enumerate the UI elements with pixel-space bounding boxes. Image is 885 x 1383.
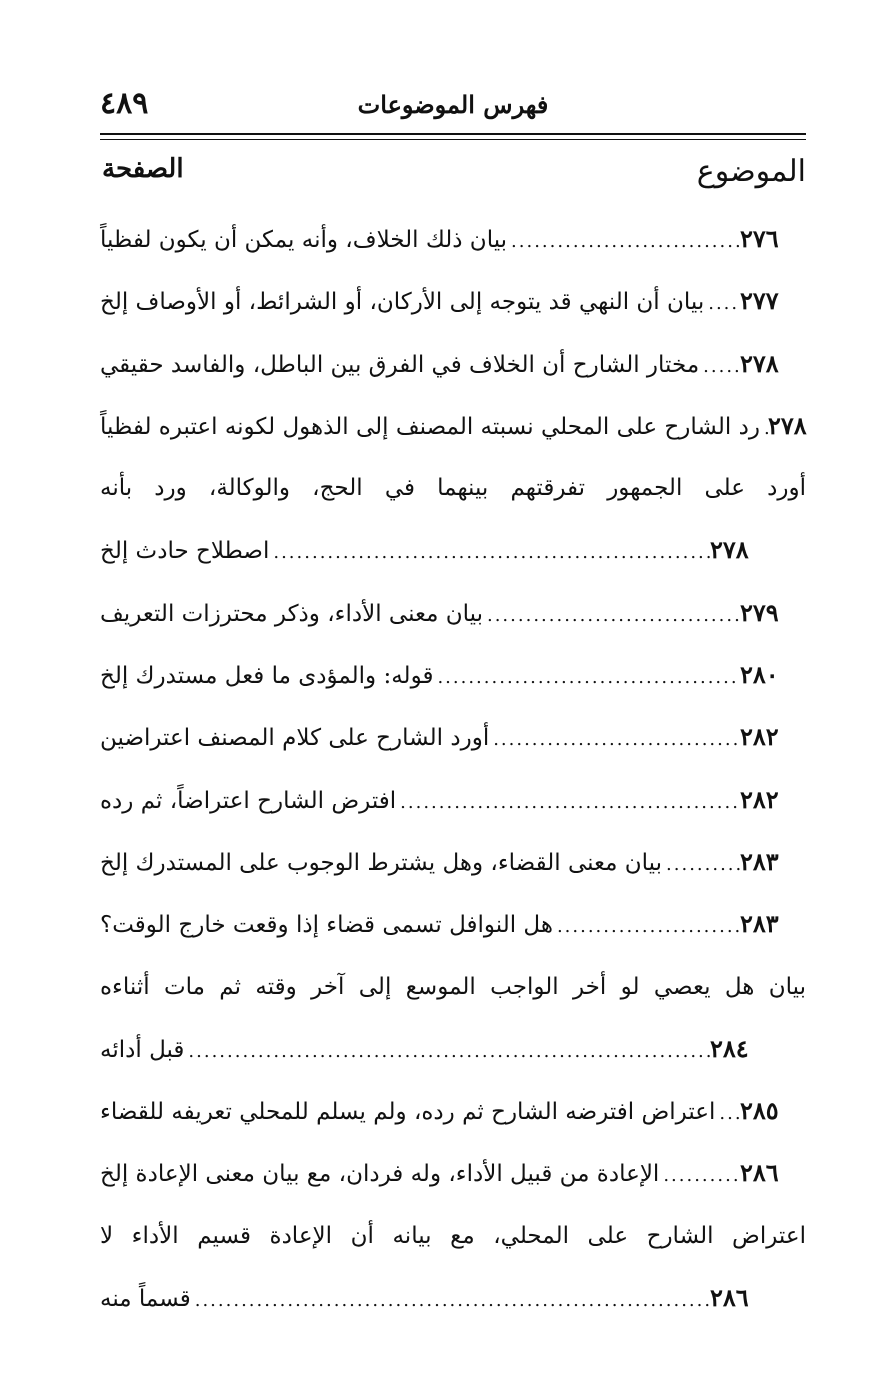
- running-header: [100, 86, 806, 126]
- entry-text: اعتراض الشارح على المحلي، مع بيانه أن الإعادة قسيم الأداء لا: [100, 1222, 806, 1249]
- entry-text: أورد على الجمهور تفرقتهم بينهما في الحج، والوكالة، ورد بأنه: [100, 475, 806, 502]
- entry-text: قسماً منه: [100, 1286, 191, 1313]
- entry-page-number: ٢٧٦: [740, 224, 779, 253]
- toc-entry: [100, 893, 806, 955]
- dot-leader: [489, 709, 740, 771]
- header-rule-thin: [100, 139, 806, 140]
- entry-page-number: ٢٨٢: [740, 784, 779, 814]
- entry-text: مختار الشارح أن الخلاف في الفرق بين الباطل، والفاسد حقيقي: [100, 351, 700, 378]
- entry-text: اصطلاح حادث إلخ: [100, 538, 270, 565]
- entry-page-number: ٢٨٠: [740, 660, 779, 690]
- page-title: فهرس الموضوعات: [357, 90, 549, 119]
- toc-entry: [100, 1018, 806, 1080]
- toc-entry-line: [100, 956, 806, 1018]
- dot-leader: [483, 585, 740, 647]
- dot-leader: [715, 1083, 740, 1145]
- entry-page-number: ٢٧٨: [767, 410, 807, 440]
- toc-entries: [100, 208, 806, 1329]
- entry-page-number: ٢٨٦: [740, 1158, 779, 1188]
- toc-entry-line: [100, 457, 806, 519]
- toc-entry: [100, 769, 806, 831]
- entry-text: اعتراض افترضه الشارح ثم رده، ولم يسلم للمحلي تعريفه للقضاء: [100, 1099, 716, 1126]
- dot-leader: [433, 647, 740, 709]
- entry-page-number: ٢٧٨: [740, 348, 779, 378]
- entry-text: الإعادة من قبيل الأداء، وله فردان، مع بيان معنى الإعادة إلخ: [100, 1161, 660, 1188]
- entry-page-number: ٢٨٦: [710, 1283, 749, 1313]
- entry-page-number: ٢٨٣: [740, 846, 779, 876]
- dot-leader: [507, 211, 740, 273]
- entry-page-number: ٢٨٣: [740, 909, 779, 939]
- dot-leader: [760, 398, 768, 460]
- column-headings: [100, 150, 806, 196]
- toc-entry: [100, 519, 806, 581]
- page-column-heading: الصفحة: [102, 154, 184, 184]
- entry-text: قبل أدائه: [100, 1036, 185, 1063]
- toc-entry: [100, 208, 806, 270]
- dot-leader: [184, 1021, 710, 1083]
- entry-text: بيان هل يعصي لو أخر الواجب الموسع إلى آخر وقته ثم مات أثناءه: [100, 973, 806, 1000]
- toc-entry: [100, 333, 806, 395]
- dot-leader: [191, 1270, 710, 1332]
- dot-leader: [269, 522, 710, 584]
- dot-leader: [396, 772, 740, 834]
- toc-entry: [100, 1080, 806, 1142]
- dot-leader: [704, 273, 740, 335]
- entry-text: قوله: والمؤدى ما فعل مستدرك إلخ: [100, 663, 434, 690]
- entry-page-number: ٢٨٥: [740, 1096, 779, 1126]
- entry-page-number: ٢٧٨: [710, 535, 749, 565]
- toc-entry: [100, 644, 806, 706]
- dot-leader: [553, 896, 740, 958]
- toc-entry-line: [100, 1205, 806, 1267]
- topic-column-heading: الموضوع: [696, 154, 806, 189]
- entry-page-number: ٢٧٩: [740, 597, 779, 627]
- dot-leader: [662, 834, 740, 896]
- toc-entry: [100, 1142, 806, 1204]
- header-rule-thick: [100, 133, 806, 135]
- dot-leader: [659, 1145, 740, 1207]
- page-number: ٤٨٩: [100, 86, 149, 121]
- toc-entry: [100, 831, 806, 893]
- entry-text: أورد الشارح على كلام المصنف اعتراضين: [100, 725, 490, 752]
- entry-text: بيان أن النهي قد يتوجه إلى الأركان، أو الشرائط، أو الأوصاف إلخ: [100, 289, 705, 316]
- entry-page-number: ٢٨٢: [740, 722, 779, 752]
- toc-entry: [100, 270, 806, 332]
- entry-text: بيان معنى القضاء، وهل يشترط الوجوب على المستدرك إلخ: [100, 849, 663, 876]
- dot-leader: [699, 336, 740, 398]
- entry-page-number: ٢٨٤: [710, 1033, 749, 1063]
- entry-text: هل النوافل تسمى قضاء إذا وقعت خارج الوقت؟: [100, 912, 553, 939]
- entry-text: بيان معنى الأداء، وذكر محترزات التعريف: [100, 600, 483, 627]
- toc-entry: [100, 582, 806, 644]
- entry-text: بيان ذلك الخلاف، وأنه يمكن أن يكون لفظياً: [100, 227, 508, 253]
- entry-text: افترض الشارح اعتراضاً، ثم رده: [100, 787, 397, 814]
- entry-text: رد الشارح على المحلي نسبته المصنف إلى الذهول لكونه اعتبره لفظياً: [100, 413, 760, 440]
- toc-entry: [100, 395, 806, 457]
- toc-entry: [100, 1267, 806, 1329]
- entry-page-number: ٢٧٧: [740, 286, 779, 316]
- toc-entry: [100, 706, 806, 768]
